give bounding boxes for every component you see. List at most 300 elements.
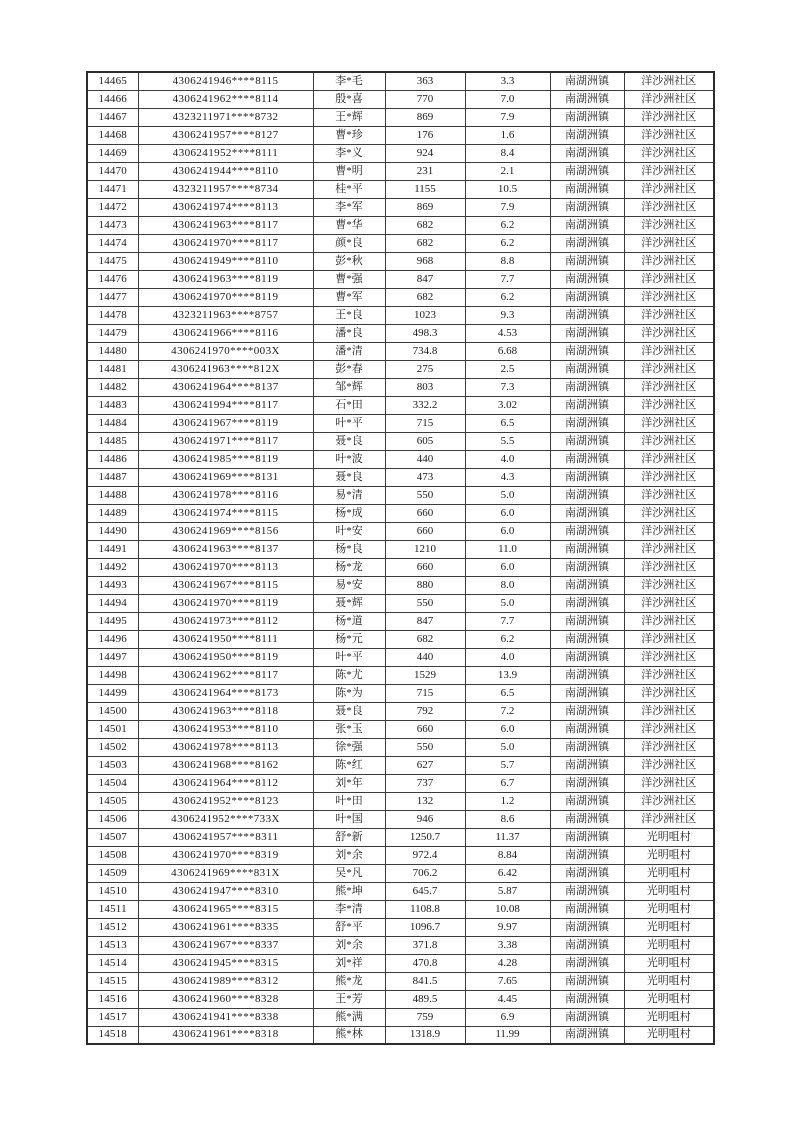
table-row [87, 378, 714, 396]
table-row [87, 72, 714, 90]
cell-serial: 14488 [87, 486, 138, 504]
cell-name: 熊*坤 [313, 882, 385, 900]
cell-id-number: 4323211971****8732 [138, 108, 313, 126]
cell-village: 洋沙洲社区 [624, 270, 714, 288]
cell-id-number: 4306241967****8115 [138, 576, 313, 594]
cell-town: 南湖洲镇 [550, 990, 624, 1008]
cell-id-number: 4306241950****8111 [138, 630, 313, 648]
cell-amount: 176 [385, 126, 465, 144]
cell-village: 光明咀村 [624, 1008, 714, 1026]
cell-name: 叶*波 [313, 450, 385, 468]
cell-town: 南湖洲镇 [550, 774, 624, 792]
cell-village: 光明咀村 [624, 954, 714, 972]
cell-id-number: 4306241970****8119 [138, 288, 313, 306]
table-row [87, 576, 714, 594]
cell-serial: 14514 [87, 954, 138, 972]
cell-id-number: 4306241960****8328 [138, 990, 313, 1008]
table-row [87, 306, 714, 324]
cell-town: 南湖洲镇 [550, 468, 624, 486]
table-row [87, 450, 714, 468]
cell-town: 南湖洲镇 [550, 414, 624, 432]
cell-town: 南湖洲镇 [550, 864, 624, 882]
table-row [87, 666, 714, 684]
cell-id-number: 4306241970****8113 [138, 558, 313, 576]
cell-name: 刘*祥 [313, 954, 385, 972]
cell-town: 南湖洲镇 [550, 324, 624, 342]
cell-area: 7.65 [465, 972, 550, 990]
cell-village: 洋沙洲社区 [624, 594, 714, 612]
cell-amount: 715 [385, 414, 465, 432]
cell-town: 南湖洲镇 [550, 198, 624, 216]
cell-serial: 14479 [87, 324, 138, 342]
cell-town: 南湖洲镇 [550, 378, 624, 396]
cell-id-number: 4306241963****8118 [138, 702, 313, 720]
table-row [87, 90, 714, 108]
cell-id-number: 4306241963****8137 [138, 540, 313, 558]
cell-name: 刘*年 [313, 774, 385, 792]
cell-name: 陈*为 [313, 684, 385, 702]
cell-amount: 803 [385, 378, 465, 396]
table-row [87, 702, 714, 720]
cell-serial: 14472 [87, 198, 138, 216]
cell-town: 南湖洲镇 [550, 630, 624, 648]
cell-serial: 14467 [87, 108, 138, 126]
cell-area: 7.3 [465, 378, 550, 396]
cell-town: 南湖洲镇 [550, 720, 624, 738]
cell-serial: 14507 [87, 828, 138, 846]
cell-area: 7.7 [465, 612, 550, 630]
cell-village: 光明咀村 [624, 990, 714, 1008]
cell-village: 洋沙洲社区 [624, 738, 714, 756]
cell-name: 杨*龙 [313, 558, 385, 576]
cell-serial: 14496 [87, 630, 138, 648]
cell-village: 洋沙洲社区 [624, 756, 714, 774]
cell-id-number: 4306241957****8127 [138, 126, 313, 144]
cell-town: 南湖洲镇 [550, 270, 624, 288]
cell-area: 6.68 [465, 342, 550, 360]
cell-area: 6.9 [465, 1008, 550, 1026]
cell-area: 4.0 [465, 450, 550, 468]
cell-village: 洋沙洲社区 [624, 198, 714, 216]
cell-town: 南湖洲镇 [550, 702, 624, 720]
table-row [87, 198, 714, 216]
cell-id-number: 4306241962****8117 [138, 666, 313, 684]
cell-amount: 470.8 [385, 954, 465, 972]
cell-serial: 14483 [87, 396, 138, 414]
table-row [87, 216, 714, 234]
cell-town: 南湖洲镇 [550, 108, 624, 126]
cell-name: 徐*强 [313, 738, 385, 756]
table-row [87, 900, 714, 918]
cell-village: 洋沙洲社区 [624, 234, 714, 252]
cell-id-number: 4306241971****8117 [138, 432, 313, 450]
table-row [87, 522, 714, 540]
cell-area: 6.2 [465, 630, 550, 648]
cell-id-number: 4306241989****8312 [138, 972, 313, 990]
cell-id-number: 4306241945****8315 [138, 954, 313, 972]
cell-name: 陈*红 [313, 756, 385, 774]
cell-serial: 14511 [87, 900, 138, 918]
cell-amount: 737 [385, 774, 465, 792]
cell-amount: 498.3 [385, 324, 465, 342]
cell-town: 南湖洲镇 [550, 576, 624, 594]
cell-serial: 14466 [87, 90, 138, 108]
cell-village: 洋沙洲社区 [624, 288, 714, 306]
cell-amount: 550 [385, 594, 465, 612]
cell-id-number: 4306241961****8318 [138, 1026, 313, 1044]
cell-village: 洋沙洲社区 [624, 810, 714, 828]
table-row [87, 324, 714, 342]
cell-area: 6.0 [465, 522, 550, 540]
cell-amount: 440 [385, 450, 465, 468]
table-row [87, 990, 714, 1008]
table-row [87, 432, 714, 450]
cell-amount: 275 [385, 360, 465, 378]
cell-amount: 1318.9 [385, 1026, 465, 1044]
cell-serial: 14487 [87, 468, 138, 486]
cell-id-number: 4306241949****8110 [138, 252, 313, 270]
cell-serial: 14486 [87, 450, 138, 468]
cell-village: 洋沙洲社区 [624, 576, 714, 594]
table-row [87, 396, 714, 414]
cell-village: 洋沙洲社区 [624, 450, 714, 468]
cell-village: 洋沙洲社区 [624, 522, 714, 540]
cell-village: 洋沙洲社区 [624, 558, 714, 576]
cell-id-number: 4306241968****8162 [138, 756, 313, 774]
cell-area: 3.38 [465, 936, 550, 954]
table-row [87, 936, 714, 954]
cell-area: 6.0 [465, 504, 550, 522]
cell-area: 4.3 [465, 468, 550, 486]
cell-amount: 792 [385, 702, 465, 720]
cell-village: 光明咀村 [624, 972, 714, 990]
cell-id-number: 4306241964****8112 [138, 774, 313, 792]
cell-name: 曹*明 [313, 162, 385, 180]
table-row [87, 504, 714, 522]
cell-area: 6.5 [465, 684, 550, 702]
cell-id-number: 4306241969****8156 [138, 522, 313, 540]
cell-amount: 489.5 [385, 990, 465, 1008]
cell-name: 颜*良 [313, 234, 385, 252]
cell-id-number: 4306241946****8115 [138, 72, 313, 90]
cell-village: 洋沙洲社区 [624, 630, 714, 648]
cell-name: 吴*凡 [313, 864, 385, 882]
cell-village: 洋沙洲社区 [624, 774, 714, 792]
cell-area: 8.4 [465, 144, 550, 162]
cell-id-number: 4306241974****8113 [138, 198, 313, 216]
table-row [87, 360, 714, 378]
cell-amount: 605 [385, 432, 465, 450]
cell-serial: 14481 [87, 360, 138, 378]
cell-amount: 682 [385, 288, 465, 306]
cell-amount: 1529 [385, 666, 465, 684]
cell-serial: 14497 [87, 648, 138, 666]
cell-amount: 715 [385, 684, 465, 702]
cell-amount: 440 [385, 648, 465, 666]
cell-amount: 1108.8 [385, 900, 465, 918]
cell-name: 熊*龙 [313, 972, 385, 990]
table-row [87, 288, 714, 306]
cell-serial: 14517 [87, 1008, 138, 1026]
cell-area: 1.6 [465, 126, 550, 144]
cell-village: 洋沙洲社区 [624, 540, 714, 558]
cell-village: 洋沙洲社区 [624, 378, 714, 396]
cell-amount: 682 [385, 630, 465, 648]
cell-amount: 847 [385, 270, 465, 288]
cell-id-number: 4306241957****8311 [138, 828, 313, 846]
cell-town: 南湖洲镇 [550, 126, 624, 144]
cell-town: 南湖洲镇 [550, 450, 624, 468]
table-row [87, 738, 714, 756]
cell-village: 洋沙洲社区 [624, 396, 714, 414]
cell-amount: 682 [385, 234, 465, 252]
cell-town: 南湖洲镇 [550, 648, 624, 666]
table-row [87, 1008, 714, 1026]
cell-village: 洋沙洲社区 [624, 720, 714, 738]
cell-area: 4.28 [465, 954, 550, 972]
cell-amount: 363 [385, 72, 465, 90]
cell-town: 南湖洲镇 [550, 180, 624, 198]
table-row [87, 756, 714, 774]
cell-village: 洋沙洲社区 [624, 252, 714, 270]
cell-serial: 14516 [87, 990, 138, 1008]
cell-village: 光明咀村 [624, 1026, 714, 1044]
cell-town: 南湖洲镇 [550, 486, 624, 504]
cell-area: 5.0 [465, 738, 550, 756]
cell-name: 杨*成 [313, 504, 385, 522]
cell-amount: 734.8 [385, 342, 465, 360]
cell-amount: 1023 [385, 306, 465, 324]
cell-name: 聂*良 [313, 702, 385, 720]
cell-serial: 14510 [87, 882, 138, 900]
cell-name: 叶*平 [313, 648, 385, 666]
cell-id-number: 4306241970****003X [138, 342, 313, 360]
cell-area: 5.0 [465, 594, 550, 612]
cell-name: 易*安 [313, 576, 385, 594]
cell-amount: 132 [385, 792, 465, 810]
cell-town: 南湖洲镇 [550, 252, 624, 270]
cell-serial: 14484 [87, 414, 138, 432]
cell-area: 6.0 [465, 720, 550, 738]
cell-town: 南湖洲镇 [550, 810, 624, 828]
cell-town: 南湖洲镇 [550, 972, 624, 990]
cell-amount: 660 [385, 504, 465, 522]
cell-serial: 14508 [87, 846, 138, 864]
cell-area: 7.9 [465, 198, 550, 216]
cell-village: 洋沙洲社区 [624, 648, 714, 666]
cell-name: 李*义 [313, 144, 385, 162]
cell-serial: 14470 [87, 162, 138, 180]
table-row [87, 1026, 714, 1044]
cell-id-number: 4306241969****831X [138, 864, 313, 882]
cell-serial: 14518 [87, 1026, 138, 1044]
cell-town: 南湖洲镇 [550, 900, 624, 918]
cell-name: 邹*辉 [313, 378, 385, 396]
cell-name: 杨*良 [313, 540, 385, 558]
cell-amount: 946 [385, 810, 465, 828]
cell-town: 南湖洲镇 [550, 504, 624, 522]
cell-village: 光明咀村 [624, 918, 714, 936]
cell-serial: 14506 [87, 810, 138, 828]
cell-serial: 14465 [87, 72, 138, 90]
cell-amount: 473 [385, 468, 465, 486]
cell-id-number: 4306241961****8335 [138, 918, 313, 936]
cell-id-number: 4306241970****8119 [138, 594, 313, 612]
cell-town: 南湖洲镇 [550, 612, 624, 630]
cell-amount: 550 [385, 738, 465, 756]
cell-area: 4.0 [465, 648, 550, 666]
cell-serial: 14512 [87, 918, 138, 936]
cell-area: 6.2 [465, 216, 550, 234]
cell-village: 洋沙洲社区 [624, 702, 714, 720]
cell-town: 南湖洲镇 [550, 1026, 624, 1044]
cell-id-number: 4306241970****8319 [138, 846, 313, 864]
cell-village: 洋沙洲社区 [624, 108, 714, 126]
cell-amount: 972.4 [385, 846, 465, 864]
cell-village: 洋沙洲社区 [624, 216, 714, 234]
cell-town: 南湖洲镇 [550, 522, 624, 540]
records-table [86, 71, 715, 1045]
cell-serial: 14502 [87, 738, 138, 756]
cell-serial: 14469 [87, 144, 138, 162]
cell-serial: 14494 [87, 594, 138, 612]
cell-area: 11.0 [465, 540, 550, 558]
cell-id-number: 4306241950****8119 [138, 648, 313, 666]
cell-id-number: 4306241953****8110 [138, 720, 313, 738]
cell-area: 5.5 [465, 432, 550, 450]
cell-serial: 14485 [87, 432, 138, 450]
cell-id-number: 4306241965****8315 [138, 900, 313, 918]
cell-name: 彭*秋 [313, 252, 385, 270]
table-row [87, 612, 714, 630]
table-row [87, 252, 714, 270]
cell-id-number: 4306241970****8117 [138, 234, 313, 252]
cell-amount: 645.7 [385, 882, 465, 900]
cell-name: 叶*安 [313, 522, 385, 540]
cell-amount: 759 [385, 1008, 465, 1026]
cell-town: 南湖洲镇 [550, 756, 624, 774]
cell-name: 王*芳 [313, 990, 385, 1008]
cell-town: 南湖洲镇 [550, 1008, 624, 1026]
cell-area: 4.53 [465, 324, 550, 342]
cell-area: 10.08 [465, 900, 550, 918]
cell-amount: 869 [385, 108, 465, 126]
cell-area: 1.2 [465, 792, 550, 810]
cell-village: 光明咀村 [624, 828, 714, 846]
cell-name: 熊*林 [313, 1026, 385, 1044]
cell-id-number: 4306241985****8119 [138, 450, 313, 468]
cell-id-number: 4306241973****8112 [138, 612, 313, 630]
table-row [87, 630, 714, 648]
table-row [87, 414, 714, 432]
cell-name: 王*良 [313, 306, 385, 324]
table-row [87, 108, 714, 126]
cell-town: 南湖洲镇 [550, 882, 624, 900]
table-row [87, 720, 714, 738]
cell-town: 南湖洲镇 [550, 144, 624, 162]
table-row [87, 684, 714, 702]
cell-serial: 14515 [87, 972, 138, 990]
cell-area: 6.42 [465, 864, 550, 882]
cell-town: 南湖洲镇 [550, 684, 624, 702]
table-row [87, 792, 714, 810]
cell-id-number: 4306241964****8173 [138, 684, 313, 702]
cell-name: 舒*平 [313, 918, 385, 936]
cell-amount: 231 [385, 162, 465, 180]
cell-id-number: 4306241994****8117 [138, 396, 313, 414]
cell-area: 7.9 [465, 108, 550, 126]
cell-amount: 1210 [385, 540, 465, 558]
cell-area: 2.1 [465, 162, 550, 180]
cell-area: 3.02 [465, 396, 550, 414]
table-row [87, 558, 714, 576]
cell-town: 南湖洲镇 [550, 342, 624, 360]
cell-serial: 14468 [87, 126, 138, 144]
table-row [87, 882, 714, 900]
cell-town: 南湖洲镇 [550, 234, 624, 252]
table-row [87, 846, 714, 864]
cell-id-number: 4306241966****8116 [138, 324, 313, 342]
cell-serial: 14513 [87, 936, 138, 954]
table-row [87, 234, 714, 252]
cell-name: 杨*道 [313, 612, 385, 630]
cell-amount: 1155 [385, 180, 465, 198]
table-row [87, 486, 714, 504]
table-row [87, 648, 714, 666]
cell-amount: 1096.7 [385, 918, 465, 936]
cell-village: 洋沙洲社区 [624, 432, 714, 450]
cell-town: 南湖洲镇 [550, 216, 624, 234]
cell-village: 洋沙洲社区 [624, 612, 714, 630]
cell-village: 光明咀村 [624, 864, 714, 882]
cell-id-number: 4306241962****8114 [138, 90, 313, 108]
cell-serial: 14478 [87, 306, 138, 324]
cell-village: 洋沙洲社区 [624, 126, 714, 144]
cell-name: 石*田 [313, 396, 385, 414]
cell-name: 李*毛 [313, 72, 385, 90]
cell-id-number: 4306241963****8119 [138, 270, 313, 288]
cell-name: 李*清 [313, 900, 385, 918]
cell-village: 洋沙洲社区 [624, 504, 714, 522]
cell-id-number: 4306241947****8310 [138, 882, 313, 900]
table-row [87, 180, 714, 198]
cell-name: 潘*良 [313, 324, 385, 342]
cell-town: 南湖洲镇 [550, 936, 624, 954]
cell-name: 叶*平 [313, 414, 385, 432]
cell-serial: 14504 [87, 774, 138, 792]
cell-village: 洋沙洲社区 [624, 72, 714, 90]
cell-area: 8.8 [465, 252, 550, 270]
cell-amount: 627 [385, 756, 465, 774]
cell-area: 6.0 [465, 558, 550, 576]
cell-serial: 14475 [87, 252, 138, 270]
cell-id-number: 4306241969****8131 [138, 468, 313, 486]
cell-area: 2.5 [465, 360, 550, 378]
cell-village: 洋沙洲社区 [624, 342, 714, 360]
cell-town: 南湖洲镇 [550, 432, 624, 450]
cell-serial: 14492 [87, 558, 138, 576]
cell-town: 南湖洲镇 [550, 792, 624, 810]
table-row [87, 774, 714, 792]
cell-area: 4.45 [465, 990, 550, 1008]
cell-name: 聂*辉 [313, 594, 385, 612]
cell-amount: 660 [385, 720, 465, 738]
cell-serial: 14474 [87, 234, 138, 252]
cell-amount: 968 [385, 252, 465, 270]
cell-name: 张*玉 [313, 720, 385, 738]
cell-town: 南湖洲镇 [550, 360, 624, 378]
cell-village: 洋沙洲社区 [624, 414, 714, 432]
